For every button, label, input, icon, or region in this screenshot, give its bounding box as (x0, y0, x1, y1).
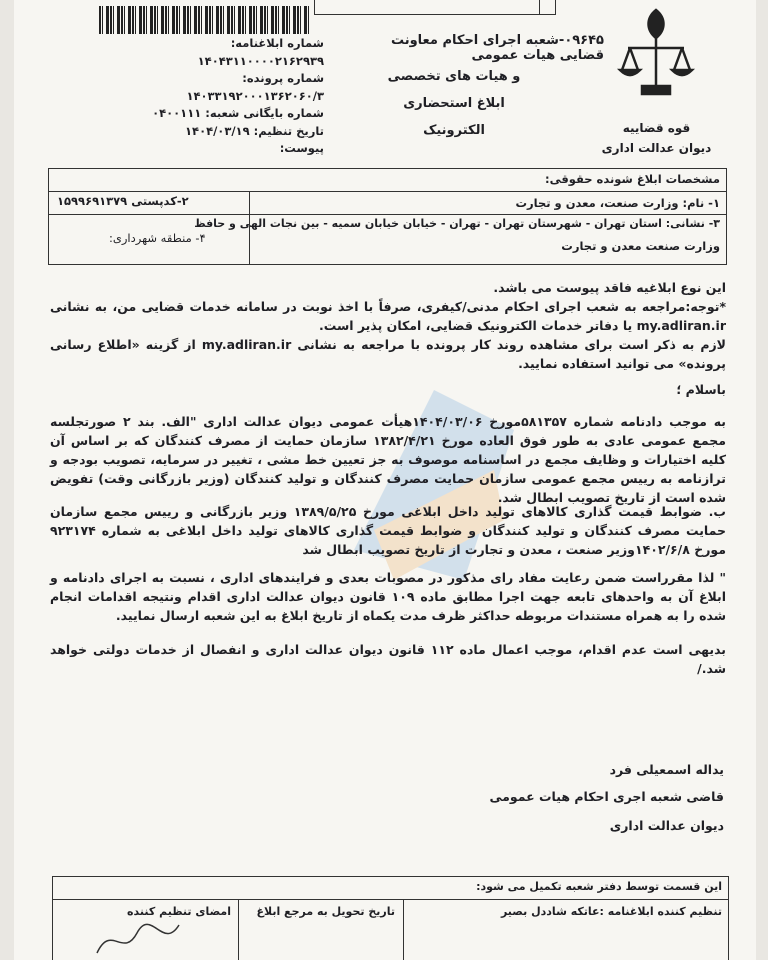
judiciary-emblem-icon (616, 4, 696, 104)
signature-scribble-icon (93, 915, 183, 960)
paragraph-3: " لذا مقرراست ضمن رعایت مفاد رای مذکور در مصوبات بعدی و فرایندهای اداری ، نسبت به اجرای دادنامه و ابلاغ آن به واحدهای تابعه جهت اجرا مطابق ماده ۱۰۹ قانون دیوان عدالت اداری اقدام ونتیجه اقدامات انجام شده را به همراه مستندات مربوطه حداکثر ظرف مدت یکماه از تاریخ ابلاغ به این شعبه ارسال نمایید. (50, 570, 726, 623)
recipient-title: مشخصات ابلاغ شونده حقوقی: (545, 172, 720, 186)
footer-table (52, 876, 729, 960)
notice-title: ابلاغ استحضاری (403, 96, 505, 111)
greeting: باسلام ؛ (676, 382, 726, 397)
branch-header (344, 33, 604, 144)
delivery-date: تاریخ تحویل به مرجع ابلاغ (256, 905, 395, 918)
branch-name-2: و هیات های تخصصی (387, 69, 521, 84)
document-page (14, 0, 756, 960)
judge-org: دیوان عدالت اداری (609, 818, 724, 833)
barcode (99, 6, 309, 34)
paragraph-2: ب. ضوابط قیمت گذاری کالاهای تولید داخل ابلاغی مورخ ۱۳۸۹/۵/۲۵ وزیر بازرگانی و رییس مجمع سازمان حمایت مصرف کنندگان و تولید کنندگان و ضوابط قیمت گذاری کالاهای تولید داخل ابلاغی به شماره ۹۲۳۱۷۴ مورخ ۱۴۰۲/۶/۸وزیر صنعت ، معدن و تجارت از تاریخ تصویب ابطال شد (50, 504, 726, 557)
paragraph-1: به موجب دادنامه شماره ۵۸۱۳۵۷مورخ ۱۴۰۴/۰۳/۰۶هیأت عمومی دیوان عدالت اداری "الف. بند ۲ صورتجلسه مجمع عمومی عادی به طور فوق العاده مورخ ۱۳۸۲/۴/۲۱ سازمان حمایت از مصرف کنندگان که بر اساس آن کلیه اختیارات و وظایف مجمع در اساسنامه موصوف به جز تعیین خط مشی ، تغییر در سرمایه، تصویب بودجه و ترازنامه به رییس مجمع عمومی سازمان حمایت مصرف کنندگان و تولید کنندگان (وزیر بازرگانی وقت) تفویض شده است از تاریخ تصویب ابطال شد. (50, 414, 726, 505)
preparer-signature: امضای تنظیم کننده (127, 905, 231, 918)
issue-date: تاریخ تنظیم: ۱۴۰۴/۰۳/۱۹ (185, 123, 324, 138)
notice-line-2: *توجه:مراجعه به شعب اجرای احکام مدنی/کیفری، صرفاً با اخذ نوبت در سامانه خدمات قضایی من، به نشانی my.adliran.ir یا دفاتر خدمات الکترونیک قضایی، امکان پذیر است. (50, 299, 726, 333)
footer-note: این قسمت توسط دفتر شعبه تکمیل می شود: (476, 880, 722, 893)
notice-number: شماره ابلاغنامه: ۱۴۰۴۳۱۱۰۰۰۰۲۱۶۲۹۳۹ (197, 36, 324, 68)
recipient-name: ۱- نام: وزارت صنعت، معدن و تجارت (515, 196, 720, 210)
archive-number: شماره بایگانی شعبه: ۰۴۰۰۱۱۱ (152, 106, 324, 120)
top-box-divider (539, 0, 566, 14)
organization-name (599, 118, 714, 158)
notice-line-1: این نوع ابلاغیه فاقد پیوست می باشد. (493, 280, 726, 295)
recipient-table (48, 168, 727, 265)
municipal-zone: ۴- منطقه شهرداری: (109, 231, 206, 245)
notice-meta (104, 35, 324, 158)
file-number: شماره پرونده: ۱۴۰۳۳۱۹۲۰۰۰۱۳۶۲۰۶۰/۳ (186, 71, 324, 103)
org-line-1: قوه قضاییه (622, 121, 691, 135)
postal-code: ۲-کدپستی ۱۵۹۹۶۹۱۳۷۹ (57, 194, 189, 208)
top-box (314, 0, 556, 15)
recipient-address-2: وزارت صنعت معدن و تجارت (561, 239, 720, 253)
prepared-by: تنظیم کننده ابلاغنامه :عاتکه شاددل بصیر (500, 905, 722, 918)
judge-name: یداله اسمعیلی فرد (609, 762, 724, 777)
paragraph-4: بدیهی است عدم اقدام، موجب اعمال ماده ۱۱۲ قانون دیوان عدالت اداری و انفصال از خدمات دولتی خواهد شد./ (50, 642, 726, 676)
recipient-address: ۳- نشانی: استان تهران - شهرستان تهران - تهران - خیابان خیابان سمیه - بین نجات الهی و حافظ (194, 217, 720, 230)
judge-role: قاضی شعبه اجری احکام هیات عمومی (489, 789, 724, 804)
org-line-2: دیوان عدالت اداری (601, 141, 712, 155)
branch-name: ۰۹۶۴۵-شعبه اجرای احکام معاونت قضایی هیات عمومی (390, 33, 604, 63)
notice-type: الکترونیک (423, 123, 485, 138)
attachment-label: پیوست: (279, 141, 324, 155)
notice-line-3: لازم به ذکر است برای مشاهده روند کار پرونده با مراجعه به نشانی my.adliran.ir از گزینه «اطلاع رسانی پرونده» می توانید استفاده نمایید. (50, 337, 726, 371)
